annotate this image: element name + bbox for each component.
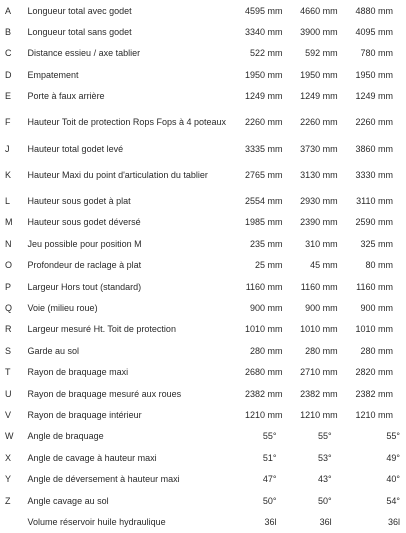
row-value-3: 4880 mm bbox=[355, 5, 393, 16]
spec-row bbox=[0, 190, 406, 211]
row-value-1: 522 mm bbox=[250, 48, 283, 59]
row-value-2: 50° bbox=[318, 495, 332, 506]
row-value-2: 3130 mm bbox=[300, 169, 338, 180]
row-value-1: 4595 mm bbox=[245, 5, 283, 16]
row-value-2: 36l bbox=[319, 516, 332, 527]
row-label: Angle de braquage bbox=[27, 431, 104, 442]
row-label: Porte à faux arrière bbox=[27, 91, 105, 102]
spec-row bbox=[0, 233, 406, 254]
row-value-1: 1010 mm bbox=[245, 324, 283, 335]
row-value-3: 40° bbox=[386, 474, 400, 485]
row-value-1: 25 mm bbox=[255, 260, 283, 271]
spec-row bbox=[0, 447, 406, 468]
row-value-2: 592 mm bbox=[305, 48, 338, 59]
row-letter: T bbox=[5, 367, 11, 378]
row-value-1: 50° bbox=[262, 495, 277, 506]
spec-row bbox=[0, 212, 406, 233]
row-letter: Z bbox=[5, 495, 11, 506]
row-value-1: 47° bbox=[262, 474, 277, 485]
spec-row bbox=[0, 0, 406, 21]
row-value-2: 43° bbox=[318, 474, 332, 485]
row-value-3: 36l bbox=[387, 516, 400, 527]
row-value-2: 2260 mm bbox=[300, 117, 338, 128]
row-letter: R bbox=[5, 324, 12, 335]
spec-row bbox=[0, 468, 406, 489]
row-label: Angle de déversement à hauteur maxi bbox=[27, 474, 180, 485]
row-value-3: 4095 mm bbox=[355, 27, 393, 38]
row-value-1: 1249 mm bbox=[245, 91, 283, 102]
row-letter: S bbox=[5, 345, 12, 356]
row-letter: N bbox=[5, 238, 12, 249]
row-value-2: 53° bbox=[318, 452, 332, 463]
row-letter: Q bbox=[5, 302, 13, 313]
row-label: Hauteur sous godet déversé bbox=[27, 217, 141, 228]
row-value-3: 49° bbox=[386, 452, 400, 463]
row-letter: X bbox=[5, 452, 12, 463]
row-letter: L bbox=[5, 196, 11, 207]
spec-row bbox=[0, 490, 406, 511]
row-value-3: 1950 mm bbox=[355, 69, 393, 80]
row-label: Longueur total sans godet bbox=[27, 27, 132, 38]
row-value-2: 900 mm bbox=[305, 302, 338, 313]
row-label: Hauteur total godet levé bbox=[27, 143, 124, 154]
row-value-3: 1160 mm bbox=[356, 281, 393, 292]
row-value-1: 2382 mm bbox=[245, 388, 283, 399]
row-value-3: 1249 mm bbox=[355, 91, 393, 102]
row-label: Angle cavage au sol bbox=[27, 495, 109, 506]
row-value-3: 280 mm bbox=[360, 345, 393, 356]
row-letter: J bbox=[5, 143, 10, 154]
row-value-2: 1950 mm bbox=[300, 69, 338, 80]
row-value-2: 2382 mm bbox=[300, 388, 338, 399]
row-label: Jeu possible pour position M bbox=[27, 238, 142, 249]
row-label: Profondeur de raclage à plat bbox=[27, 260, 142, 271]
row-letter: Y bbox=[5, 474, 12, 485]
spec-row bbox=[0, 43, 406, 64]
spec-row bbox=[0, 107, 406, 138]
row-letter: M bbox=[5, 217, 13, 228]
spec-row bbox=[0, 138, 406, 159]
row-value-1: 1950 mm bbox=[245, 69, 283, 80]
row-value-2: 1160 mm bbox=[300, 281, 338, 292]
row-value-1: 2765 mm bbox=[245, 169, 283, 180]
row-letter: W bbox=[5, 431, 14, 442]
row-value-1: 3335 mm bbox=[245, 143, 283, 154]
row-label: Largeur Hors tout (standard) bbox=[27, 281, 142, 292]
row-letter: O bbox=[5, 260, 13, 271]
row-label: Garde au sol bbox=[27, 345, 80, 356]
row-label: Longueur total avec godet bbox=[27, 5, 132, 16]
spec-row bbox=[0, 361, 406, 382]
row-value-1: 235 mm bbox=[250, 238, 283, 249]
row-value-3: 2590 mm bbox=[355, 217, 393, 228]
row-letter: K bbox=[5, 169, 12, 180]
row-value-2: 1249 mm bbox=[300, 91, 338, 102]
row-value-2: 45 mm bbox=[310, 260, 338, 271]
row-value-3: 2382 mm bbox=[355, 388, 393, 399]
spec-row bbox=[0, 511, 406, 532]
row-value-2: 3730 mm bbox=[300, 143, 338, 154]
row-label: Largeur mesuré Ht. Toit de protection bbox=[27, 324, 176, 335]
spec-row bbox=[0, 383, 406, 404]
row-value-3: 2260 mm bbox=[355, 117, 393, 128]
spec-row bbox=[0, 319, 406, 340]
spec-row bbox=[0, 297, 406, 318]
row-label: Distance essieu / axe tablier bbox=[27, 48, 141, 59]
row-value-2: 3900 mm bbox=[300, 27, 338, 38]
spec-row bbox=[0, 255, 406, 276]
row-letter: D bbox=[5, 69, 12, 80]
row-value-1: 2554 mm bbox=[245, 196, 283, 207]
row-label: Hauteur Maxi du point d'articulation du tablier bbox=[27, 169, 208, 180]
spec-row bbox=[0, 64, 406, 85]
row-value-3: 780 mm bbox=[360, 48, 393, 59]
spec-row bbox=[0, 426, 406, 447]
row-value-3: 325 mm bbox=[360, 238, 393, 249]
row-value-2: 55° bbox=[318, 431, 332, 442]
row-value-3: 55° bbox=[386, 431, 400, 442]
row-letter: P bbox=[5, 281, 12, 292]
row-value-3: 3330 mm bbox=[355, 169, 393, 180]
row-value-3: 1210 mm bbox=[355, 409, 393, 420]
row-label: Rayon de braquage mesuré aux roues bbox=[27, 388, 182, 399]
row-letter: C bbox=[5, 48, 12, 59]
row-value-1: 3340 mm bbox=[245, 27, 283, 38]
spec-row bbox=[0, 159, 406, 190]
row-value-3: 80 mm bbox=[365, 260, 393, 271]
spec-row bbox=[0, 86, 406, 107]
row-value-1: 36l bbox=[264, 516, 277, 527]
row-value-3: 900 mm bbox=[360, 302, 393, 313]
row-letter: F bbox=[5, 117, 11, 128]
row-letter: A bbox=[5, 5, 12, 16]
row-value-1: 1160 mm bbox=[245, 281, 283, 292]
row-letter bbox=[0, 511, 28, 532]
row-label: Empatement bbox=[27, 69, 79, 80]
row-value-1: 1210 mm bbox=[245, 409, 283, 420]
row-value-3: 1010 mm bbox=[355, 324, 393, 335]
row-value-2: 1010 mm bbox=[300, 324, 338, 335]
row-letter: U bbox=[5, 388, 12, 399]
spec-row bbox=[0, 404, 406, 425]
spec-row bbox=[0, 21, 406, 42]
row-letter: B bbox=[5, 27, 12, 38]
row-value-1: 51° bbox=[262, 452, 277, 463]
row-value-1: 2260 mm bbox=[245, 117, 283, 128]
row-label: Hauteur sous godet à plat bbox=[27, 196, 131, 207]
row-value-2: 280 mm bbox=[305, 345, 338, 356]
row-value-1: 55° bbox=[262, 431, 277, 442]
row-value-2: 2710 mm bbox=[300, 367, 338, 378]
row-value-2: 1210 mm bbox=[300, 409, 338, 420]
spec-row bbox=[0, 340, 406, 361]
row-label: Rayon de braquage maxi bbox=[27, 367, 129, 378]
row-value-1: 900 mm bbox=[250, 302, 283, 313]
row-value-3: 3860 mm bbox=[355, 143, 393, 154]
row-value-2: 310 mm bbox=[305, 238, 338, 249]
row-letter: E bbox=[5, 91, 12, 102]
row-value-1: 2680 mm bbox=[245, 367, 283, 378]
row-value-2: 4660 mm bbox=[300, 5, 338, 16]
row-value-3: 3110 mm bbox=[356, 196, 393, 207]
spec-row bbox=[0, 276, 406, 297]
row-label: Hauteur Toit de protection Rops Fops à 4 poteaux bbox=[27, 117, 226, 128]
row-letter: V bbox=[5, 409, 12, 420]
row-label: Rayon de braquage intérieur bbox=[27, 409, 142, 420]
row-value-1: 280 mm bbox=[250, 345, 283, 356]
row-value-3: 54° bbox=[386, 495, 400, 506]
row-value-3: 2820 mm bbox=[355, 367, 393, 378]
row-value-2: 2930 mm bbox=[300, 196, 338, 207]
row-value-2: 2390 mm bbox=[300, 217, 338, 228]
row-label: Voie (milieu roue) bbox=[27, 302, 98, 313]
row-value-1: 1985 mm bbox=[245, 217, 283, 228]
row-label: Angle de cavage à hauteur maxi bbox=[27, 452, 157, 463]
row-label: Volume réservoir huile hydraulique bbox=[27, 516, 166, 527]
